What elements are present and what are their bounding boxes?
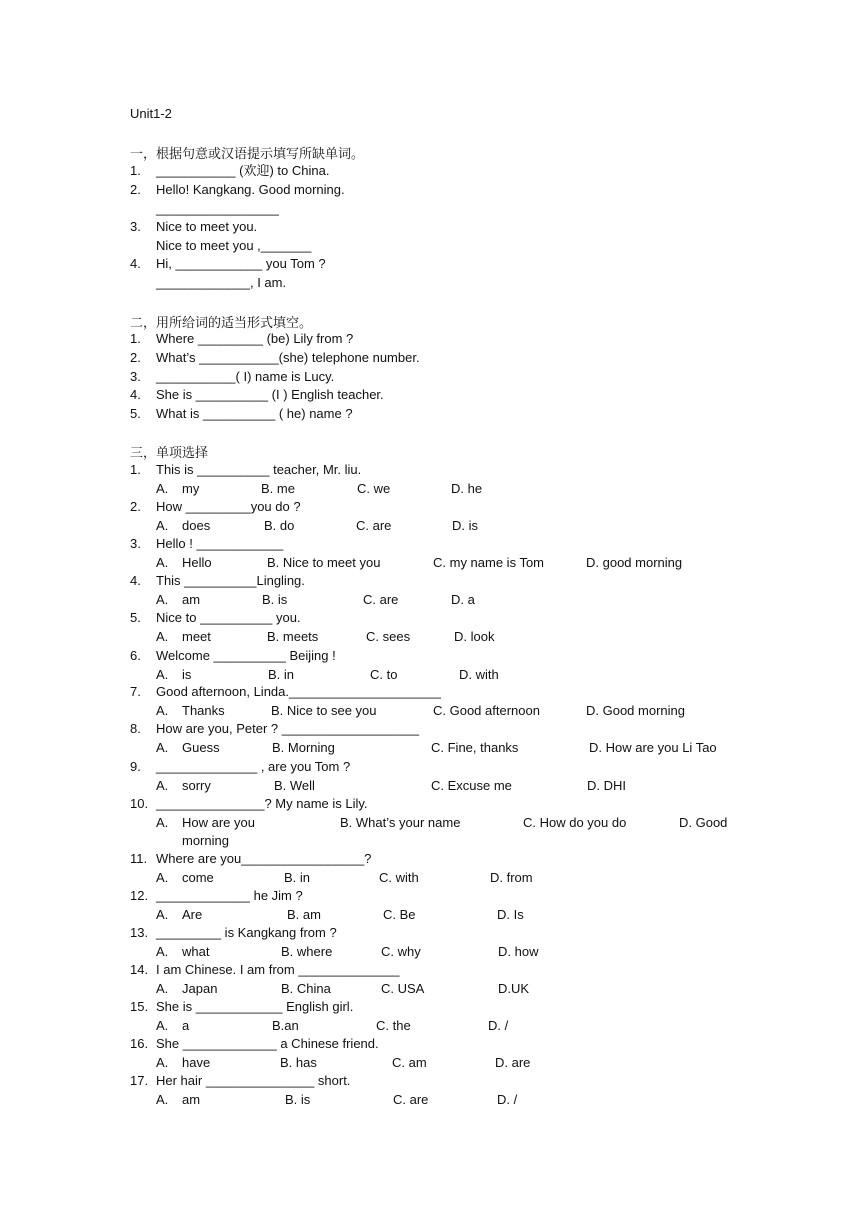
option-a-label: A.: [156, 518, 169, 533]
option-b: B. do: [264, 518, 295, 533]
option-c: C. my name is Tom: [433, 555, 545, 570]
section-3-heading: 三，单项选择: [130, 446, 209, 461]
option-a-text: Guess: [182, 740, 220, 755]
option-b: B. has: [280, 1055, 317, 1070]
question-number: 1.: [130, 462, 141, 477]
option-b: B. China: [281, 981, 331, 996]
option-c: C. we: [357, 481, 391, 496]
option-d: D. look: [454, 629, 495, 644]
question-text: This __________Lingling.: [156, 573, 305, 588]
option-d: D.UK: [498, 981, 530, 996]
option-b: B. Morning: [272, 740, 335, 755]
page-title: Unit1-2: [130, 106, 172, 121]
section-1-heading: 一，根据句意或汉语提示填写所缺单词。: [130, 147, 365, 162]
option-c: C. am: [392, 1055, 427, 1070]
line-text: Hello! Kangkang. Good morning.: [156, 182, 345, 197]
question-number: 16.: [130, 1036, 149, 1051]
option-c: C. with: [379, 870, 419, 885]
question-number: 7.: [130, 684, 141, 699]
question-text: _____________ he Jim ?: [156, 888, 303, 903]
question-text: She _____________ a Chinese friend.: [156, 1036, 379, 1051]
option-b: B. is: [285, 1092, 311, 1107]
option-b: B. me: [261, 481, 295, 496]
option-c: C. why: [381, 944, 421, 959]
option-a-label: A.: [156, 981, 169, 996]
question-number: 15.: [130, 999, 149, 1014]
option-a-label: A.: [156, 667, 169, 682]
line-text: What is __________ ( he) name ?: [156, 406, 353, 421]
option-a-text: my: [182, 481, 200, 496]
option-a-label: A.: [156, 629, 169, 644]
option-d: D. good morning: [586, 555, 683, 570]
line-number: 1.: [130, 163, 141, 178]
option-b: B. Well: [274, 778, 315, 793]
option-a-text: have: [182, 1055, 211, 1070]
option-a-label: A.: [156, 1018, 169, 1033]
line-number: 3.: [130, 219, 141, 234]
option-a-label: A.: [156, 815, 169, 830]
option-c: C. Fine, thanks: [431, 740, 519, 755]
option-a-text: meet: [182, 629, 211, 644]
option-d: D. Is: [497, 907, 524, 922]
option-a-label: A.: [156, 870, 169, 885]
option-c: C. are: [363, 592, 399, 607]
option-a-text: is: [182, 667, 192, 682]
line-text: Hi, ____________ you Tom ?: [156, 256, 326, 271]
question-text: _______________? My name is Lily.: [156, 796, 368, 811]
option-a-text: what: [182, 944, 210, 959]
option-a-text: am: [182, 592, 201, 607]
option-a-text: Japan: [182, 981, 218, 996]
question-text: Nice to __________ you.: [156, 610, 301, 625]
line-text: She is __________ (I ) English teacher.: [156, 387, 384, 402]
option-b: B. where: [281, 944, 333, 959]
line-number: 4.: [130, 256, 141, 271]
line-number: 1.: [130, 331, 141, 346]
question-number: 17.: [130, 1073, 149, 1088]
option-d: D. Good morning: [586, 703, 685, 718]
option-d: D. Good: [679, 815, 728, 830]
option-b: B. am: [287, 907, 321, 922]
question-text: Her hair _______________ short.: [156, 1073, 351, 1088]
option-c: C. USA: [381, 981, 425, 996]
question-number: 5.: [130, 610, 141, 625]
question-number: 2.: [130, 499, 141, 514]
option-a-text: Hello: [182, 555, 212, 570]
option-a-text: come: [182, 870, 214, 885]
option-c: C. the: [376, 1018, 411, 1033]
option-d: D. with: [459, 667, 499, 682]
option-d: D. he: [451, 481, 483, 496]
section-2-heading: 二，用所给词的适当形式填空。: [130, 316, 313, 331]
option-d: D. How are you Li Tao: [589, 740, 717, 755]
option-a-label: A.: [156, 1055, 169, 1070]
line-number: 2.: [130, 182, 141, 197]
question-text: Welcome __________ Beijing !: [156, 648, 336, 663]
option-a-text: a: [182, 1018, 190, 1033]
option-b: B.an: [272, 1018, 299, 1033]
option-a-label: A.: [156, 481, 169, 496]
line-number: 5.: [130, 406, 141, 421]
option-c: C. Good afternoon: [433, 703, 540, 718]
question-number: 6.: [130, 648, 141, 663]
question-text: How are you, Peter ? ___________________: [156, 721, 420, 736]
question-text: Where are you_________________?: [156, 851, 372, 866]
option-a-text: sorry: [182, 778, 211, 793]
option-d: D. how: [498, 944, 539, 959]
line-text: _____________, I am.: [156, 275, 287, 290]
line-text: Nice to meet you.: [156, 219, 258, 234]
option-b: B. What’s your name: [340, 815, 461, 830]
option-d: D. are: [495, 1055, 531, 1070]
option-c: C. How do you do: [523, 815, 627, 830]
question-number: 11.: [130, 851, 148, 866]
option-wrap-text: morning: [182, 833, 229, 848]
option-b: B. in: [284, 870, 311, 885]
option-a-text: does: [182, 518, 211, 533]
option-d: D. /: [488, 1018, 509, 1033]
option-b: B. Nice to see you: [271, 703, 377, 718]
line-text: Nice to meet you ,_______: [156, 238, 312, 253]
option-a-label: A.: [156, 703, 169, 718]
question-text: ______________ , are you Tom ?: [156, 759, 351, 774]
question-number: 13.: [130, 925, 149, 940]
option-a-label: A.: [156, 1092, 169, 1107]
question-text: How _________you do ?: [156, 499, 301, 514]
line-number: 4.: [130, 387, 141, 402]
option-a-text: How are you: [182, 815, 255, 830]
option-a-label: A.: [156, 944, 169, 959]
question-text: _________ is Kangkang from ?: [156, 925, 337, 940]
option-a-label: A.: [156, 778, 169, 793]
option-a-label: A.: [156, 907, 169, 922]
option-b: B. meets: [267, 629, 319, 644]
option-c: C. to: [370, 667, 398, 682]
question-number: 9.: [130, 759, 141, 774]
option-d: D. from: [490, 870, 533, 885]
line-text: Where _________ (be) Lily from ?: [156, 331, 354, 346]
option-c: C. are: [356, 518, 392, 533]
option-b: B. in: [268, 667, 295, 682]
question-number: 12.: [130, 888, 149, 903]
question-text: I am Chinese. I am from ______________: [156, 962, 400, 977]
option-d: D. a: [451, 592, 475, 607]
option-b: B. Nice to meet you: [267, 555, 381, 570]
option-b: B. is: [262, 592, 288, 607]
line-number: 2.: [130, 350, 141, 365]
option-c: C. sees: [366, 629, 411, 644]
question-number: 8.: [130, 721, 141, 736]
option-a-text: Are: [182, 907, 203, 922]
option-d: D. DHI: [587, 778, 626, 793]
option-c: C. are: [393, 1092, 429, 1107]
line-number: 3.: [130, 369, 141, 384]
question-number: 4.: [130, 573, 141, 588]
question-text: She is ____________ English girl.: [156, 999, 354, 1014]
option-a-label: A.: [156, 740, 169, 755]
option-d: D. is: [452, 518, 478, 533]
question-number: 10.: [130, 796, 149, 811]
question-number: 14.: [130, 962, 149, 977]
option-a-label: A.: [156, 555, 169, 570]
line-text: What’s ___________(she) telephone number.: [156, 350, 420, 365]
question-text: This is __________ teacher, Mr. liu.: [156, 462, 362, 477]
option-a-label: A.: [156, 592, 169, 607]
question-text: Hello ! ____________: [156, 536, 284, 551]
option-a-text: am: [182, 1092, 201, 1107]
option-d: D. /: [497, 1092, 518, 1107]
option-a-text: Thanks: [182, 703, 225, 718]
line-text: ___________( I) name is Lucy.: [156, 369, 335, 384]
option-c: C. Be: [383, 907, 416, 922]
option-c: C. Excuse me: [431, 778, 512, 793]
question-number: 3.: [130, 536, 141, 551]
line-text: _________________: [156, 201, 279, 216]
question-text: Good afternoon, Linda._____________________: [156, 684, 441, 699]
line-text: ___________ (欢迎) to China.: [156, 163, 330, 178]
